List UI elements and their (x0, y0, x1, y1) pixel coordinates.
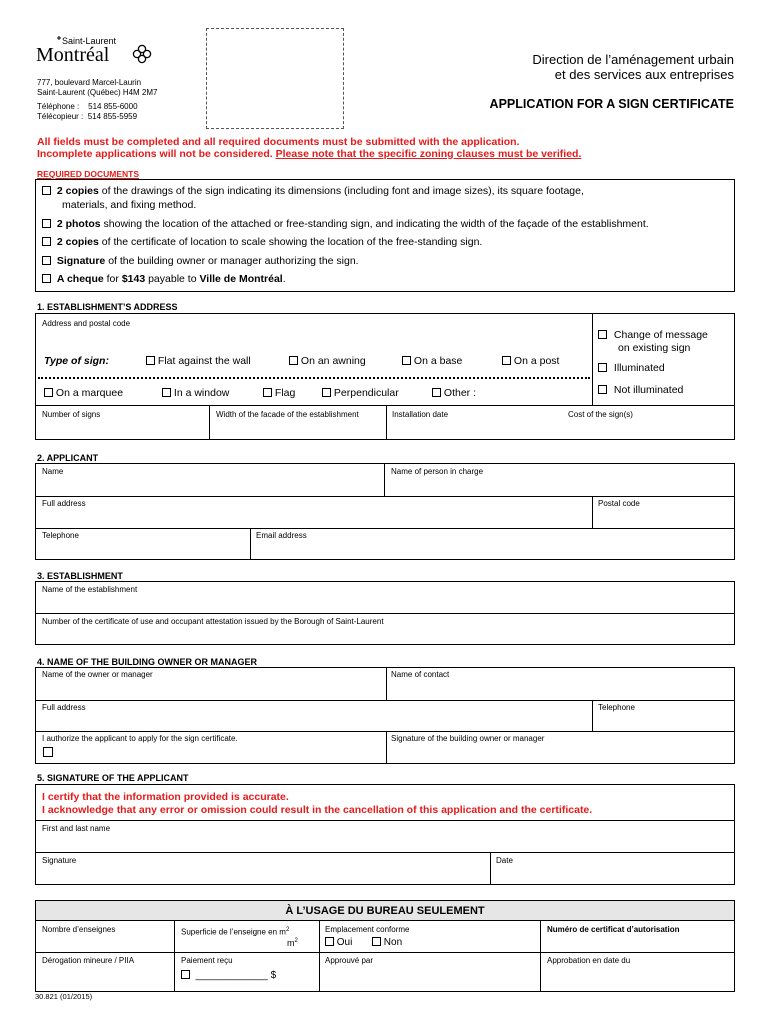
opt-base[interactable] (402, 355, 462, 368)
not-illuminated[interactable] (598, 384, 683, 397)
divider (592, 313, 593, 406)
checkbox[interactable] (372, 937, 381, 946)
fax: Télécopieur : 514 855-5959 (37, 112, 138, 121)
divider (386, 667, 387, 700)
opt-label: Perpendicular (333, 387, 399, 399)
owner-name-label: Name of the owner or manager (42, 670, 153, 679)
opt-label: Non (383, 937, 403, 948)
section2-box (35, 463, 735, 560)
superficie-text: Superficie de l’enseigne en m (181, 927, 286, 937)
divider (35, 820, 735, 821)
opt-label: Other : (443, 387, 477, 399)
paiement-label: Paiement reçu (181, 956, 233, 965)
opt-flag[interactable] (263, 387, 295, 400)
checkbox[interactable] (162, 388, 171, 397)
m2-unit (287, 938, 298, 948)
checkbox[interactable] (598, 363, 607, 372)
checkbox[interactable] (598, 330, 607, 339)
checkbox[interactable] (598, 385, 607, 394)
divider (592, 700, 593, 731)
doc-text: for (103, 273, 122, 285)
dotted-separator (38, 377, 590, 379)
required-doc-1-cont: materials, and fixing method. (62, 199, 197, 211)
checkbox[interactable] (42, 274, 51, 283)
paiement-field[interactable] (181, 969, 276, 982)
divider (35, 700, 735, 701)
doc-text: showing the location of the attached or free-standing sign, and indicating the width of the façade of the establishment. (100, 218, 649, 230)
checkbox[interactable] (263, 388, 272, 397)
applicant-name-label: Name (42, 467, 64, 476)
m2-text: m (287, 938, 295, 948)
divider (174, 921, 175, 992)
checkbox[interactable] (322, 388, 331, 397)
notice-line1: All fields must be completed and all required documents must be submitted with the application. (37, 136, 520, 148)
owner-phone-label: Telephone (598, 703, 635, 712)
logo (36, 36, 156, 68)
doc-bold: Ville de Montréal (199, 273, 283, 285)
first-last-label: First and last name (42, 824, 111, 833)
divider (490, 852, 491, 885)
person-charge-label: Name of person in charge (391, 467, 484, 476)
postal-code-label: Postal code (598, 499, 640, 508)
divider (319, 921, 320, 992)
doc-text: . (282, 273, 286, 285)
address-line2: Saint-Laurent (Québec) H4M 2M7 (37, 88, 158, 97)
divider (386, 405, 387, 440)
divider (540, 921, 541, 992)
establishment-name-label: Name of the establishment (42, 585, 138, 594)
notice-line2b: Please note that the specific zoning clauses must be verified. (275, 148, 582, 160)
checkbox[interactable] (42, 256, 51, 265)
divider (250, 528, 251, 560)
applicant-address-label: Full address (42, 499, 86, 508)
address-input[interactable] (40, 330, 588, 348)
address-line1: 777, boulevard Marcel-Laurin (37, 78, 142, 87)
opt-label: On a marquee (55, 387, 124, 399)
emplacement-label: Emplacement conforme (325, 925, 410, 934)
applicant-signature-label: Signature (42, 856, 77, 865)
section4-box (35, 667, 735, 764)
divider (35, 613, 735, 614)
doc-bold: 2 photos (56, 218, 101, 230)
approuve-label: Approuvé par (325, 956, 374, 965)
num-cert-label: Numéro de certificat d’autorisation (547, 925, 680, 934)
type-of-sign-label: Type of sign: (44, 355, 109, 367)
opt-window[interactable] (162, 387, 229, 400)
checkbox[interactable] (44, 388, 53, 397)
opt-label: Illuminated (613, 362, 665, 374)
divider (384, 463, 385, 496)
owner-address-label: Full address (42, 703, 86, 712)
section5-title: 5. SIGNATURE OF THE APPLICANT (37, 773, 189, 783)
flower-logo-icon (132, 44, 152, 64)
opt-post[interactable] (502, 355, 559, 368)
section2-title: 2. APPLICANT (37, 453, 99, 463)
opt-label: On a base (413, 355, 463, 367)
opt-label: Not illuminated (613, 384, 684, 396)
doc-bold: Signature (56, 255, 106, 267)
doc-bold: $143 (121, 273, 146, 285)
divider (35, 952, 735, 953)
opt-label: On a post (513, 355, 560, 367)
section3-title: 3. ESTABLISHMENT (37, 571, 123, 581)
divider (35, 528, 735, 529)
required-doc-4[interactable] (42, 255, 359, 268)
derogation-label: Dérogation mineure / PIIA (42, 956, 135, 965)
form-code: 30.821 (01/2015) (35, 992, 93, 1001)
divider (35, 731, 735, 732)
illuminated[interactable] (598, 362, 665, 375)
cost-label: Cost of the sign(s) (568, 410, 633, 419)
checkbox[interactable] (502, 356, 511, 365)
checkbox[interactable] (42, 219, 51, 228)
opt-label: Flag (274, 387, 296, 399)
divider (592, 496, 593, 528)
opt-label: Change of message (613, 329, 708, 341)
doc-text: of the drawings of the sign indicating its dimensions (including font and image sizes), its square footage, (98, 185, 584, 197)
required-doc-3[interactable] (42, 236, 482, 249)
doc-text: of the certificate of location to scale showing the location of the free-standing sign. (98, 236, 483, 248)
opt-marquee[interactable] (44, 387, 123, 400)
required-doc-1[interactable] (42, 185, 584, 198)
divider (35, 405, 735, 406)
cert-number-label: Number of the certificate of use and occupant attestation issued by the Borough of Saint-Laurent (42, 617, 384, 626)
superficie-sup: 2 (285, 927, 290, 933)
divider (35, 852, 735, 853)
authorize-checkbox[interactable] (43, 747, 53, 757)
width-facade-label: Width of the facade of the establishment (216, 410, 359, 419)
cross-icon (57, 36, 61, 40)
checkbox[interactable] (42, 186, 51, 195)
section4-title: 4. NAME OF THE BUILDING OWNER OR MANAGER (37, 657, 257, 667)
doc-bold: A cheque (56, 273, 104, 285)
direction-line2: et des services aux entreprises (554, 67, 734, 82)
date-label: Date (496, 856, 513, 865)
checkbox[interactable] (181, 970, 190, 979)
opt-label: Flat against the wall (157, 355, 251, 367)
checkbox[interactable] (146, 356, 155, 365)
section1-title: 1. ESTABLISHMENT’S ADDRESS (37, 302, 178, 312)
num-signs-label: Number of signs (42, 410, 101, 419)
direction-line1: Direction de l’aménagement urbain (532, 52, 734, 67)
notice-line2 (37, 148, 581, 160)
doc-bold: 2 copies (56, 185, 99, 197)
opt-perpendicular[interactable] (322, 387, 399, 400)
opt-label: In a window (173, 387, 230, 399)
stamp-area (206, 28, 344, 129)
divider (209, 405, 210, 440)
certify-line1: I certify that the information provided is accurate. (42, 791, 289, 803)
superficie-label (181, 925, 289, 938)
form-title: APPLICATION FOR A SIGN CERTIFICATE (489, 97, 734, 111)
owner-signature-label: Signature of the building owner or manager (391, 734, 545, 743)
checkbox[interactable] (289, 356, 298, 365)
doc-text: of the building owner or manager authorizing the sign. (105, 255, 359, 267)
doc-text: payable to (145, 273, 200, 285)
change-message-cont: on existing sign (618, 342, 691, 354)
install-date-label: Installation date (392, 410, 449, 419)
applicant-phone-label: Telephone (42, 531, 79, 540)
checkbox[interactable] (42, 237, 51, 246)
change-message[interactable] (598, 329, 708, 342)
divider (35, 496, 735, 497)
logo-city-big: Montréal (36, 44, 110, 66)
certify-line2: I acknowledge that any error or omission could result in the cancellation of this application and the certificate. (42, 804, 593, 816)
phone: Téléphone : 514 855-6000 (37, 102, 138, 111)
email-label: Email address (256, 531, 307, 540)
required-doc-5[interactable] (42, 273, 286, 286)
non-option[interactable] (372, 936, 402, 949)
address-label: Address and postal code (42, 319, 131, 328)
paiement-blank: _____________ $ (195, 970, 277, 981)
m2-sup: 2 (294, 938, 298, 944)
nb-enseignes-label: Nombre d’enseignes (42, 925, 116, 934)
checkbox[interactable] (402, 356, 411, 365)
oui-option[interactable] (325, 936, 352, 949)
opt-label: On an awning (300, 355, 366, 367)
opt-other[interactable] (432, 387, 476, 400)
checkbox[interactable] (325, 937, 334, 946)
checkbox[interactable] (432, 388, 441, 397)
contact-label: Name of contact (391, 670, 450, 679)
divider (386, 731, 387, 764)
authorize-label: I authorize the applicant to apply for the sign certificate. (42, 734, 238, 743)
doc-bold: 2 copies (56, 236, 99, 248)
required-docs-heading: REQUIRED DOCUMENTS (37, 169, 140, 179)
logo-city-small: Saint-Laurent (62, 36, 117, 46)
opt-awning[interactable] (289, 355, 366, 368)
opt-flat[interactable] (146, 355, 251, 368)
opt-label: Oui (336, 937, 353, 948)
office-title: À L’USAGE DU BUREAU SEULEMENT (285, 905, 485, 917)
approbation-label: Approbation en date du (547, 956, 631, 965)
required-doc-2[interactable] (42, 218, 649, 231)
notice-line2a: Incomplete applications will not be considered. (37, 148, 276, 160)
